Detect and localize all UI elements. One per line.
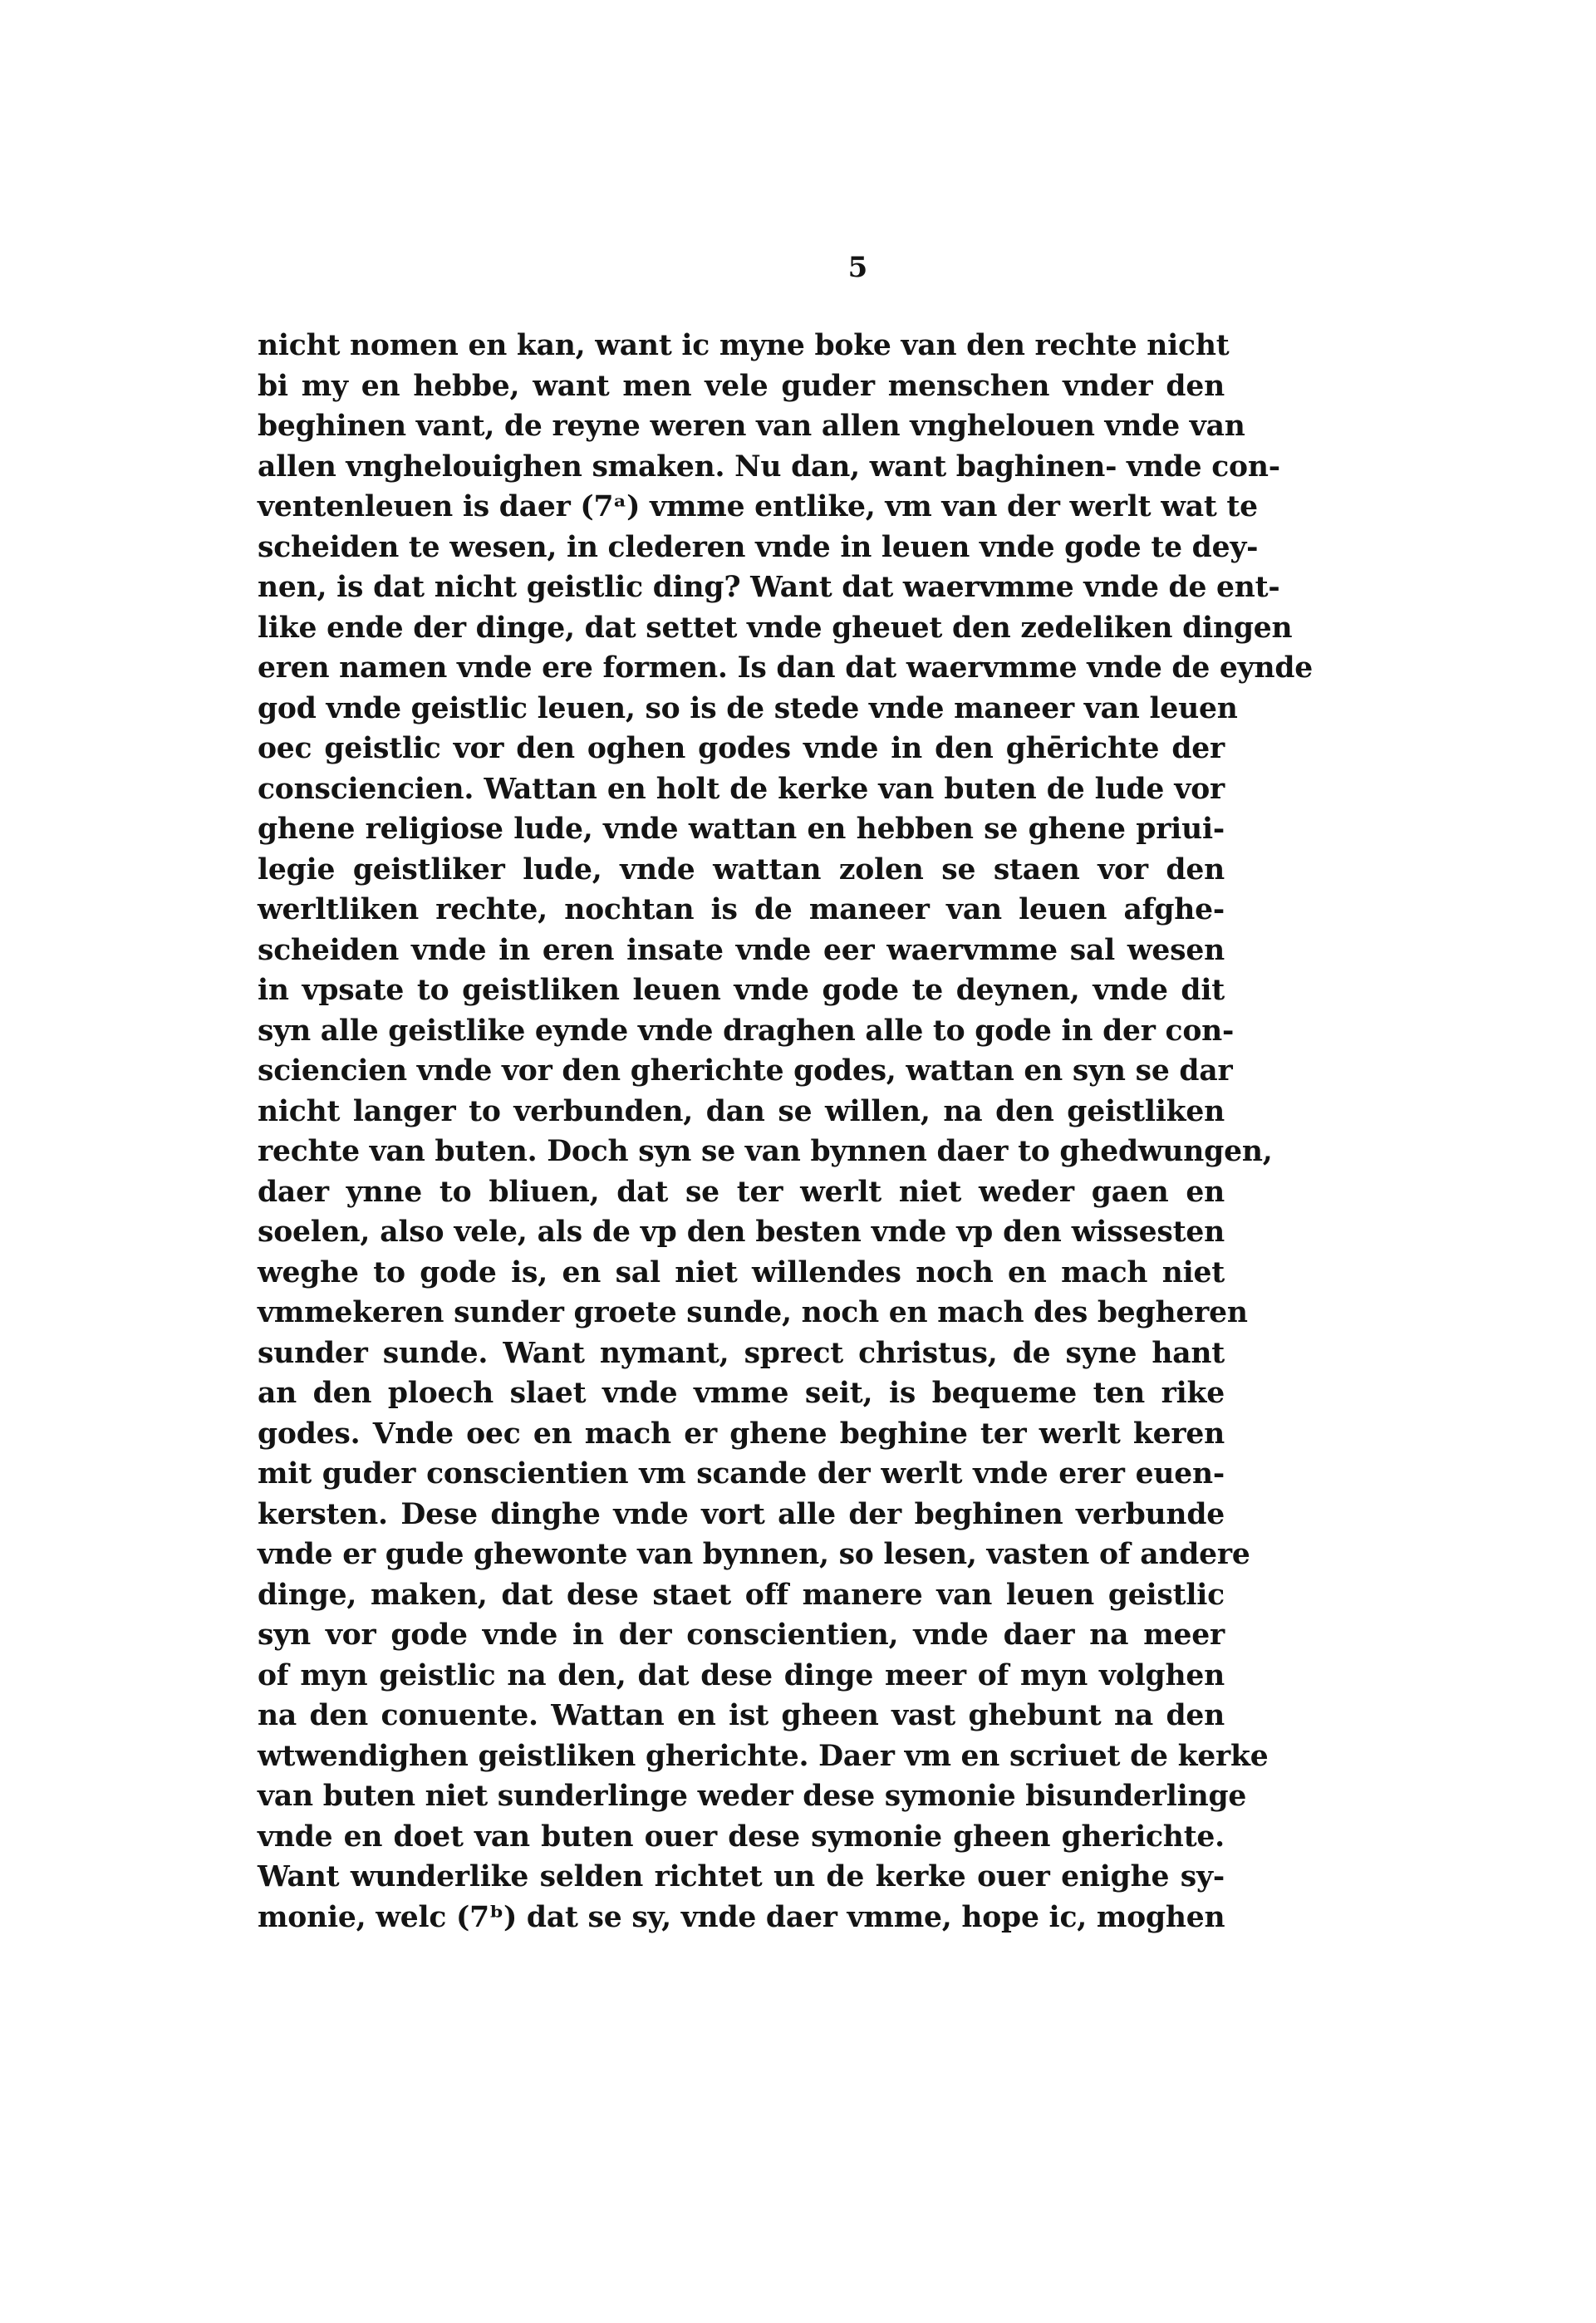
- text-line: weghe to gode is, en sal niet willendes noch en mach niet: [258, 1255, 1225, 1289]
- text-line: ventenleuen is daer (7ᵃ) vmme entlike, vm van der werlt wat te: [258, 490, 1258, 523]
- text-line: vnde en doet van buten ouer dese symonie gheen gherichte.: [258, 1820, 1225, 1854]
- body-text: [258, 326, 1314, 1937]
- text-line: of myn geistlic na den, dat dese dinge meer of myn volghen: [258, 1658, 1225, 1692]
- text-line: mit guder conscientien vm scande der werlt vnde erer euen-: [258, 1457, 1225, 1491]
- text-line: nicht langer to verbunden, dan se willen, na den geistliken: [258, 1094, 1225, 1128]
- text-line: bi my en hebbe, want men vele guder menschen vnder den: [258, 369, 1225, 403]
- text-line: sunder sunde. Want nymant, sprect christus, de syne hant: [258, 1336, 1225, 1370]
- text-line: oec geistlic vor den oghen godes vnde in den ghērichte der: [258, 732, 1225, 765]
- text-line: ghene religiose lude, vnde wattan en hebben se ghene priui-: [258, 813, 1225, 846]
- text-line: van buten niet sunderlinge weder dese symonie bisunderlinge: [258, 1780, 1247, 1813]
- text-line: vmmekeren sunder groete sunde, noch en mach des begheren: [258, 1296, 1248, 1329]
- text-line: in vpsate to geistliken leuen vnde gode te deynen, vnde dit: [258, 974, 1225, 1007]
- text-line: dinge, maken, dat dese staet off manere van leuen geistlic: [258, 1578, 1225, 1612]
- text-line: consciencien. Wattan en holt de kerke van buten de lude vor: [258, 772, 1225, 806]
- text-line: sciencien vnde vor den gherichte godes, wattan en syn se dar: [258, 1054, 1233, 1088]
- page-number: 5: [847, 251, 868, 284]
- text-line: legie geistliker lude, vnde wattan zolen se staen vor den: [258, 852, 1225, 886]
- text-line: god vnde geistlic leuen, so is de stede vnde maneer van leuen: [258, 691, 1238, 725]
- text-line: eren namen vnde ere formen. Is dan dat waervmme vnde de eynde: [258, 651, 1314, 685]
- text-line: scheiden te wesen, in clederen vnde in leuen vnde gode te dey-: [258, 530, 1259, 564]
- text-line: syn alle geistlike eynde vnde draghen alle to gode in der con-: [258, 1014, 1235, 1048]
- text-line: scheiden vnde in eren insate vnde eer waervmme sal wesen: [258, 933, 1225, 967]
- text-line: nen, is dat nicht geistlic ding? Want dat waervmme vnde de ent-: [258, 571, 1280, 604]
- text-line: soelen, also vele, als de vp den besten vnde vp den wissesten: [258, 1216, 1225, 1249]
- text-line: syn vor gode vnde in der conscientien, vnde daer na meer: [258, 1618, 1225, 1652]
- text-line: nicht nomen en kan, want ic myne boke van den rechte nicht: [258, 329, 1230, 362]
- text-line: monie, welc (7ᵇ) dat se sy, vnde daer vmme, hope ic, moghen: [258, 1900, 1225, 1934]
- text-line: kersten. Dese dinghe vnde vort alle der beghinen verbunde: [258, 1497, 1225, 1531]
- text-line: vnde er gude ghewonte van bynnen, so lesen, vasten of andere: [258, 1538, 1250, 1571]
- text-line: allen vnghelouighen smaken. Nu dan, want baghinen- vnde con-: [258, 449, 1280, 484]
- text-line: daer ynne to bliuen, dat se ter werlt niet weder gaen en: [258, 1175, 1225, 1209]
- text-line: wtwendighen geistliken gherichte. Daer vm en scriuet de kerke: [258, 1739, 1269, 1773]
- text-line: like ende der dinge, dat settet vnde gheuet den zedeliken dingen: [258, 611, 1293, 645]
- text-line: werltliken rechte, nochtan is de maneer van leuen afghe-: [258, 893, 1225, 926]
- text-line: beghinen vant, de reyne weren van allen vnghelouen vnde van: [258, 410, 1245, 443]
- text-line: rechte van buten. Doch syn se van bynnen daer to ghedwungen,: [258, 1135, 1273, 1168]
- text-line: na den conuente. Wattan en ist gheen vast ghebunt na den: [258, 1699, 1225, 1732]
- text-line: godes. Vnde oec en mach er ghene beghine ter werlt keren: [258, 1417, 1225, 1451]
- text-line: an den ploech slaet vnde vmme seit, is bequeme ten rike: [258, 1377, 1225, 1410]
- text-line: Want wunderlike selden richtet un de kerke ouer enighe sy-: [258, 1860, 1225, 1893]
